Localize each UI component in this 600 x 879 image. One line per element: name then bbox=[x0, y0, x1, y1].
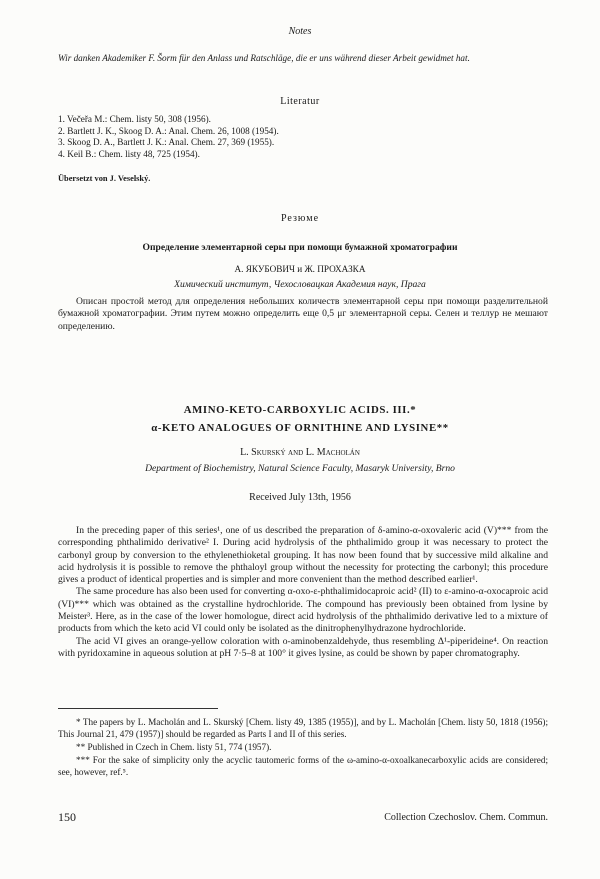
journal-name: Collection Czechoslov. Chem. Commun. bbox=[384, 812, 548, 823]
footnote: * The papers by L. Macholán and L. Skurský [Chem. listy 49, 1385 (1955)], and by L. Macholán [Chem. listy 50, 1818 (1956); This Journal 21, 479 (1957)] should be regarded as Parts I and II of this series. bbox=[58, 717, 548, 739]
article-authors: L. Skurský and L. Macholán bbox=[240, 447, 360, 458]
footnote-rule bbox=[58, 708, 218, 709]
literature-heading: Literatur bbox=[280, 96, 320, 107]
article-affiliation: Department of Biochemistry, Natural Science Faculty, Masaryk University, Brno bbox=[145, 463, 455, 474]
acknowledgement: Wir danken Akademiker F. Šorm für den Anlass und Ratschläge, die er uns während dieser Arbeit gewidmet hat. bbox=[58, 53, 470, 63]
resume-authors: А. ЯКУБОВИЧ и Ж. ПРОХАЗКА bbox=[234, 264, 366, 274]
body-paragraph: In the preceding paper of this series¹, one of us described the preparation of δ-amino-α-oxovaleric acid (V)*** from the corresponding phthalimido derivative² I. During acid hydrolysis of the phthalimido group it was necessary to protect the carbonyl group by conversion to the ethylenethioketal grouping. It has now been found that by successive mild alkaline and acid hydrolysis it is possible to remove the phthaloyl group without the necessity for protecting the carbonyl; this procedure gives a product of identical properties and is simpler and more convenient than the method described earlier¹. bbox=[58, 525, 548, 586]
reference-item: 4. Keil B.: Chem. listy 48, 725 (1954). bbox=[58, 148, 200, 159]
running-title: Notes bbox=[288, 26, 312, 37]
article-title-line-1: AMINO-KETO-CARBOXYLIC ACIDS. III.* bbox=[183, 404, 417, 416]
article-title-line-2: α-KETO ANALOGUES OF ORNITHINE AND LYSINE** bbox=[151, 422, 449, 434]
resume-text: Описан простой метод для определения небольших количеств элементарной серы при помощи разделительной бумажной хроматографии. Этим путем можно определить еще 0,5 μг элементарной серы. Селен и теллур не мешают определению. bbox=[58, 296, 548, 332]
received-date: Received July 13th, 1956 bbox=[249, 492, 351, 503]
footnote: *** For the sake of simplicity only the acyclic tautomeric forms of the ω-amino-α-oxoalkanecarboxylic acids are considered; see, however, ref.⁵. bbox=[58, 755, 548, 777]
resume-title: Определение элементарной серы при помощи бумажной хроматографии bbox=[142, 242, 458, 253]
body-paragraph: The same procedure has also been used for converting α-oxo-ε-phthalimidocaproic acid² (II) to ε-amino-α-oxocaproic acid (VI)*** which was obtained as the crystalline hydrochloride. The compound has previously been obtained from lysine by Meister³. Here, as in the case of the lower homologue, direct acid hydrolysis of the phthalimido derivative led to a mixture of products from which the keto acid VI could only be isolated as the dinitrophenylhydrazone hydrochloride. bbox=[58, 586, 548, 635]
resume-affiliation: Химический институт, Чехословацкая Академия наук, Прага bbox=[174, 279, 426, 290]
page-number: 150 bbox=[58, 810, 76, 824]
reference-list bbox=[58, 114, 548, 160]
article-body bbox=[58, 525, 548, 660]
resume-heading: Резюме bbox=[280, 213, 320, 224]
reference-item: 2. Bartlett J. K., Skoog D. A.: Anal. Chem. 26, 1008 (1954). bbox=[58, 125, 279, 136]
body-paragraph: The acid VI gives an orange-yellow coloration with o-aminobenzaldehyde, thus resembling Δ¹-piperideine⁴. On reaction with pyridoxamine in aqueous solution at pH 7·5–8 at 100° it gives lysine, as could be shown by paper chromatography. bbox=[58, 635, 548, 659]
footnotes bbox=[58, 716, 548, 779]
reference-item: 1. Večeřa M.: Chem. listy 50, 308 (1956). bbox=[58, 114, 211, 124]
reference-item: 3. Skoog D. A., Bartlett J. K.: Anal. Chem. 27, 369 (1955). bbox=[58, 137, 275, 148]
translator-note: Übersetzt von J. Veselský. bbox=[58, 174, 151, 183]
footnote: ** Published in Czech in Chem. listy 51, 774 (1957). bbox=[76, 742, 272, 752]
